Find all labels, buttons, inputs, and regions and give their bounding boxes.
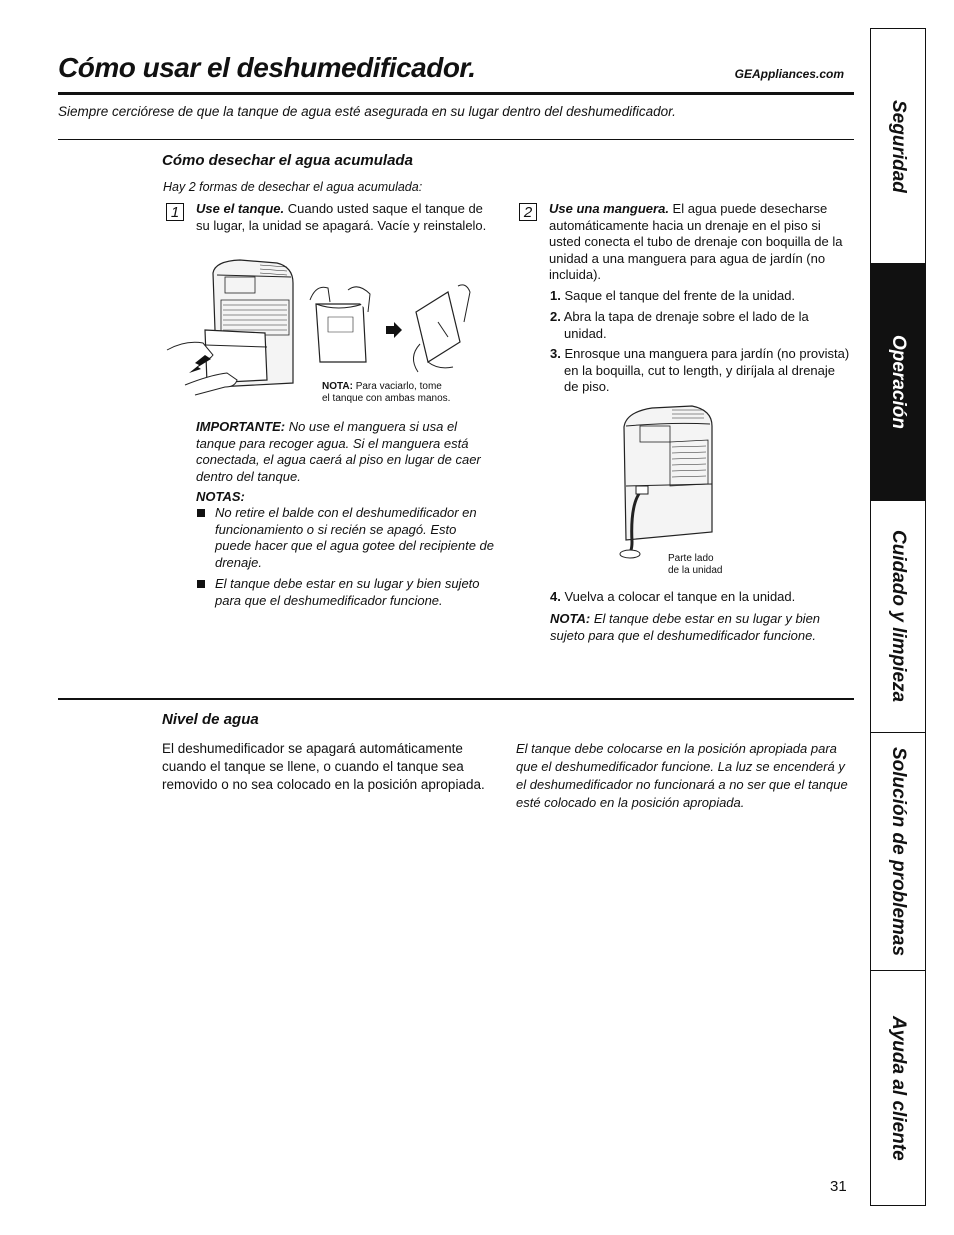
section-lead: Hay 2 formas de desechar el agua acumulada: bbox=[163, 180, 423, 194]
item-text: Abra la tapa de drenaje sobre el lado de la unidad. bbox=[563, 309, 809, 341]
item-number: 3. bbox=[550, 346, 561, 361]
section-divider bbox=[58, 139, 854, 140]
water-level-right: El tanque debe colocarse en la posición apropiada para que el deshumedificador funcione. La luz se encenderá y el deshumedificador no funcionará a no ser que el tanque esté colocado en la posición apropiada. bbox=[516, 741, 848, 810]
section-heading-drain: Cómo desechar el agua acumulada bbox=[162, 152, 413, 169]
important-label: IMPORTANTE: bbox=[196, 419, 286, 434]
step2-item-2 bbox=[550, 309, 830, 342]
step1-caption-bold: NOTA: bbox=[322, 381, 353, 392]
tab-label: Cuidado y limpieza bbox=[888, 530, 909, 703]
important-text: No use el manguera si usa el tanque para recoger agua. Si el manguera está conectada, el agua caerá al piso en lugar de caer dentro del tanque. bbox=[196, 419, 481, 484]
note-bullet-2 bbox=[215, 576, 495, 609]
step1-caption-line2: el tanque con ambas manos. bbox=[322, 393, 451, 404]
step1-bold: Use el tanque. bbox=[196, 201, 285, 216]
step2-caption-line2: de la unidad bbox=[668, 565, 723, 576]
notes-label: NOTAS: bbox=[196, 489, 245, 504]
tab-solucion[interactable] bbox=[871, 733, 925, 971]
step1-caption-line1: Para vaciarlo, tome bbox=[352, 381, 442, 392]
intro-text: Siempre cerciórese de que la tanque de agua esté asegurada en su lugar dentro del deshumedificador. bbox=[58, 104, 676, 119]
item-number: 1. bbox=[550, 288, 561, 303]
important-note bbox=[196, 419, 496, 485]
tab-label: Solución de problemas bbox=[888, 746, 909, 957]
step2-note-label: NOTA: bbox=[550, 611, 591, 626]
tab-cuidado[interactable] bbox=[871, 501, 925, 733]
section-divider bbox=[58, 698, 854, 700]
water-level-left: El deshumedificador se apagará automáticamente cuando el tanque se llene, o cuando el tanque sea removido o no sea colocado en la posición apropiada. bbox=[162, 741, 485, 792]
tab-ayuda[interactable] bbox=[871, 971, 925, 1205]
tab-seguridad[interactable] bbox=[871, 29, 925, 264]
step1-caption bbox=[322, 381, 450, 405]
tab-label: Operación bbox=[888, 335, 909, 429]
step2-bold: Use una manguera. bbox=[549, 201, 669, 216]
step2-note bbox=[550, 611, 850, 644]
item-text: Vuelva a colocar el tanque en la unidad. bbox=[560, 589, 796, 604]
step1-text bbox=[196, 201, 498, 234]
tab-label: Seguridad bbox=[888, 99, 909, 193]
section-heading-water-level: Nivel de agua bbox=[162, 711, 259, 728]
step-number-1: 1 bbox=[166, 203, 184, 221]
section-sidebar bbox=[870, 28, 926, 1206]
tab-label: Ayuda al cliente bbox=[888, 1015, 909, 1161]
note-bullet-1 bbox=[215, 505, 495, 571]
tab-operacion[interactable] bbox=[871, 264, 925, 501]
item-text: Enrosque una manguera para jardín (no provista) en la boquilla, cut to length, y diríjala al drenaje de piso. bbox=[564, 346, 850, 394]
page-number: 31 bbox=[830, 1178, 847, 1195]
hose-illustration bbox=[612, 402, 722, 567]
item-text: Saque el tanque del frente de la unidad. bbox=[564, 288, 796, 303]
step2-item-3 bbox=[550, 346, 850, 396]
item-number: 4. bbox=[550, 589, 561, 604]
step2-body: El agua puede desecharse automáticamente hacia un drenaje en el piso si usted conecta el tubo de drenaje con boquilla de la unidad a una manguera para agua de jardín (no incluida). bbox=[549, 201, 843, 282]
step2-caption bbox=[668, 553, 723, 577]
item-number: 2. bbox=[550, 309, 561, 324]
step2-caption-line1: Parte lado bbox=[668, 553, 714, 564]
note-text-1: No retire el balde con el deshumedificador en funcionamiento o si recién se apagó. Esto puede hacer que el agua gotee del recipiente de drenaje. bbox=[215, 505, 494, 570]
note-text-2: El tanque debe estar en su lugar y bien sujeto para que el deshumedificador funcione. bbox=[215, 576, 480, 608]
bullet-square bbox=[197, 580, 205, 588]
step2-note-text: El tanque debe estar en su lugar y bien sujeto para que el deshumedificador funcione. bbox=[550, 611, 821, 643]
step1-body: Cuando usted saque el tanque de su lugar, la unidad se apagará. Vacíe y reinstalelo. bbox=[196, 201, 487, 233]
page-title: Cómo usar el deshumedificador. bbox=[58, 52, 476, 83]
step2-text bbox=[549, 201, 849, 284]
site-url: GEAppliances.com bbox=[734, 67, 844, 81]
step-number-2: 2 bbox=[519, 203, 537, 221]
tank-removal-illustration bbox=[165, 255, 310, 400]
step2-item-1 bbox=[550, 288, 850, 305]
bullet-square bbox=[197, 509, 205, 517]
header-rule bbox=[58, 92, 854, 95]
step2-item-4 bbox=[550, 589, 850, 606]
tank-emptying-illustration bbox=[308, 282, 488, 377]
